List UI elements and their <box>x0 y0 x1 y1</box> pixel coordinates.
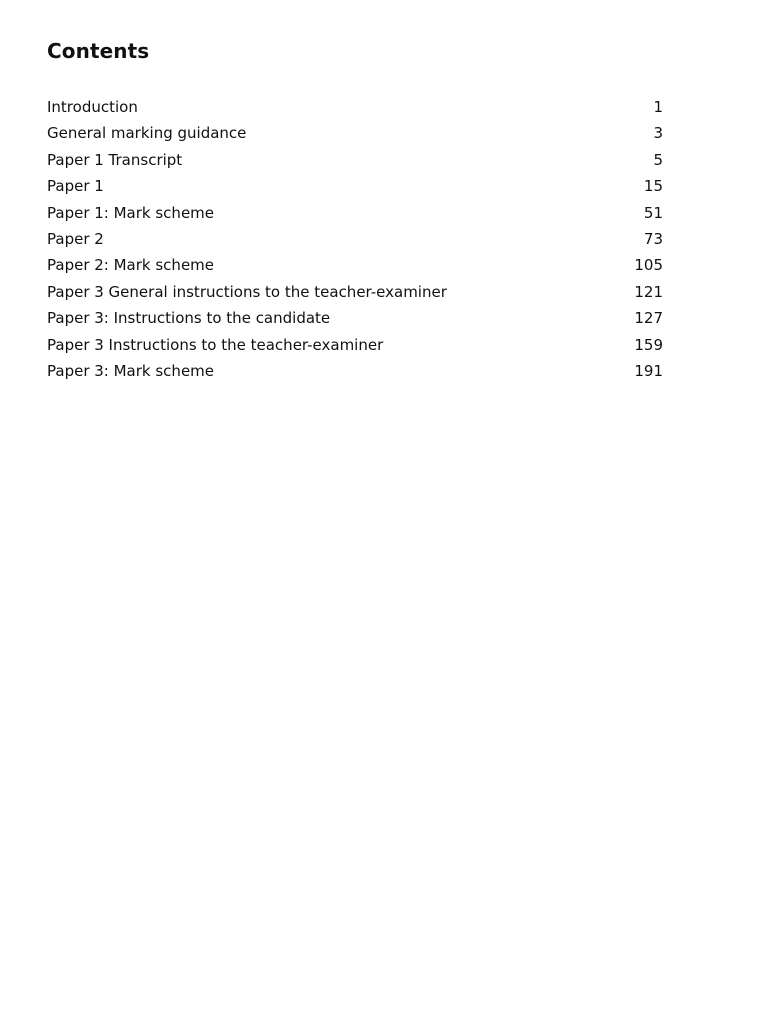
toc-entry-page-number: 3 <box>653 124 663 143</box>
table-of-contents <box>47 94 663 384</box>
toc-entry-label: Paper 3 Instructions to the teacher-examiner <box>47 335 384 354</box>
page-title: Contents <box>47 39 150 63</box>
toc-entry-page-number: 127 <box>634 309 663 328</box>
toc-entry[interactable] <box>47 94 663 120</box>
toc-entry-label: Paper 3: Mark scheme <box>47 361 215 380</box>
toc-entry[interactable] <box>47 120 663 146</box>
toc-entry[interactable] <box>47 358 663 384</box>
toc-entry-label: Paper 3 General instructions to the teacher-examiner <box>47 282 447 301</box>
toc-entry[interactable] <box>47 147 663 173</box>
toc-entry-page-number: 15 <box>643 177 663 196</box>
toc-entry-page-number: 121 <box>634 282 663 301</box>
toc-entry[interactable] <box>47 332 663 358</box>
toc-entry-label: Paper 3: Instructions to the candidate <box>47 309 331 328</box>
toc-entry-page-number: 191 <box>634 361 663 380</box>
toc-entry-label: Paper 2: Mark scheme <box>47 256 215 275</box>
toc-entry[interactable] <box>47 173 663 199</box>
toc-entry-label: Paper 1: Mark scheme <box>47 203 215 222</box>
toc-entry-page-number: 159 <box>634 335 663 354</box>
toc-entry-label: General marking guidance <box>47 124 247 143</box>
toc-entry[interactable] <box>47 226 663 252</box>
toc-entry-page-number: 73 <box>643 229 663 248</box>
toc-entry-page-number: 51 <box>643 203 663 222</box>
toc-entry[interactable] <box>47 200 663 226</box>
toc-entry[interactable] <box>47 279 663 305</box>
toc-entry[interactable] <box>47 252 663 278</box>
toc-entry-label: Introduction <box>47 98 138 116</box>
toc-entry-label: Paper 1 Transcript <box>47 150 183 169</box>
toc-entry-page-number: 1 <box>653 98 663 116</box>
toc-entry-label: Paper 1 <box>47 177 104 196</box>
toc-entry[interactable] <box>47 305 663 331</box>
toc-entry-page-number: 105 <box>634 256 663 275</box>
toc-entry-page-number: 5 <box>653 150 663 169</box>
toc-entry-label: Paper 2 <box>47 229 104 248</box>
